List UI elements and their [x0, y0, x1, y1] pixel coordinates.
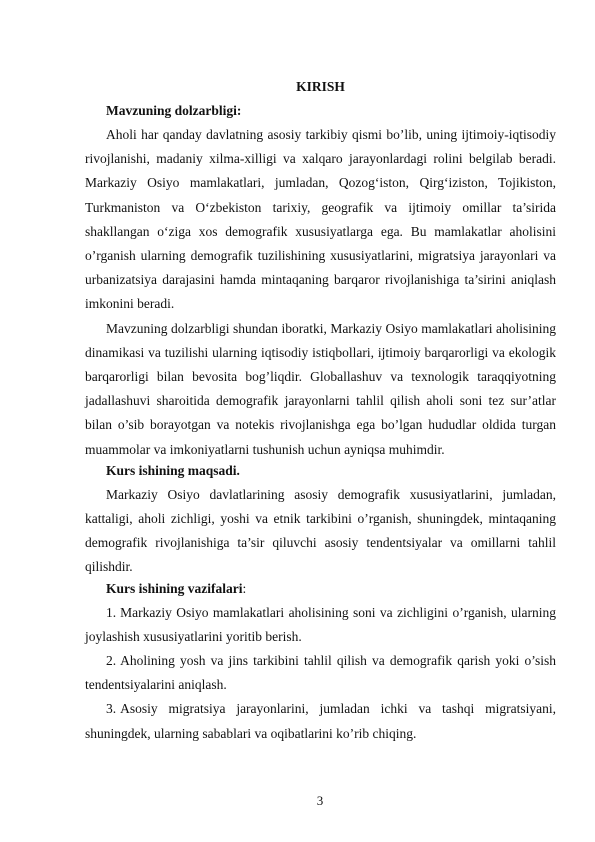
task-item-3-number: 3.: [106, 701, 117, 717]
task-item-2-text: Aholining yosh va jins tarkibini tahlil qilish va demografik qarish yoki o’sish tendentsiyalarini aniqlash.: [85, 653, 556, 693]
task-item-2: [85, 649, 556, 697]
task-item-1-number: 1.: [106, 604, 117, 620]
task-item-3-text: Asosiy migratsiya jarayonlarini, jumladan ichki va tashqi migratsiyani, shuningdek, ularning sabablari va oqibatlarini ko’rib chiqing.: [85, 701, 556, 741]
section-heading-tasks-colon: :: [242, 580, 247, 596]
section-heading-tasks: [85, 580, 556, 598]
page-number: 3: [316, 793, 324, 808]
document-title: KIRISH: [296, 79, 345, 94]
paragraph-relevance-1: Aholi har qanday davlatning asosiy tarkibiy qismi bo’lib, uning ijtimoiy-iqtisodiy rivojlanishi, madaniy xilma-xilligi va xalqaro jarayonlardagi rolini belgilab beradi. Markaziy Osiyo mamlakatlari, jumladan, Qozog‘iston, Qirg‘iziston, Tojikiston, Turkmaniston va O‘zbekiston tarixiy, geografik va ijtimoiy omillar ta’sirida shakllangan o‘ziga xos demografik xususiyatlarga ega. Bu mamlakatlar aholisini o’rganish ularning demografik tuzilishining xususiyatlarini, migratsiya jarayonlari va urbanizatsiya darajasini hamda mintaqaning barqaror rivojlanishiga ta’sirini aniqlash imkonini beradi.: [85, 127, 556, 312]
document-page: [85, 78, 556, 746]
task-item-2-number: 2.: [106, 653, 117, 669]
section-heading-goal: Kurs ishining maqsadi.: [106, 462, 240, 478]
task-item-1-text: Markaziy Osiyo mamlakatlari aholisining soni va zichligini o’rganish, ularning joylashish xususiyatlarini yoritib berish.: [85, 604, 556, 644]
section-heading-tasks-text: Kurs ishining vazifalari: [106, 580, 243, 596]
task-item-1: [85, 601, 556, 649]
task-item-3: [85, 697, 556, 745]
paragraph-relevance-2: Mavzuning dolzarbligi shundan iboratki, Markaziy Osiyo mamlakatlari aholisining dinamikasi va tuzilishi ularning iqtisodiy istiqbollari, ijtimoiy barqarorligi va ekologik barqarorligi bilan bevosita bog’liqdir. Globallashuv va texnologik taraqqiyotning jadallashuvi sharoitida demografik jarayonlarni tahlil qilish aholi soni tez sur’atlar bilan o’sib borayotgan va notekis rivojlanishga ega bo’lgan hududlar oldida turgan muammolar va imkoniyatlarni tushunish uchun ayniqsa muhimdir.: [85, 320, 556, 457]
section-heading-relevance: Mavzuning dolzarbligi:: [106, 103, 242, 118]
paragraph-goal: Markaziy Osiyo davlatlarining asosiy demografik xususiyatlarini, jumladan, kattaligi, aholi zichligi, yoshi va etnik tarkibini o’rganish, shuningdek, mintaqaning demografik rivojlanishiga ta’sir qiluvchi asosiy tendentsiyalar va omillarni tahlil qilishdir.: [85, 486, 556, 575]
